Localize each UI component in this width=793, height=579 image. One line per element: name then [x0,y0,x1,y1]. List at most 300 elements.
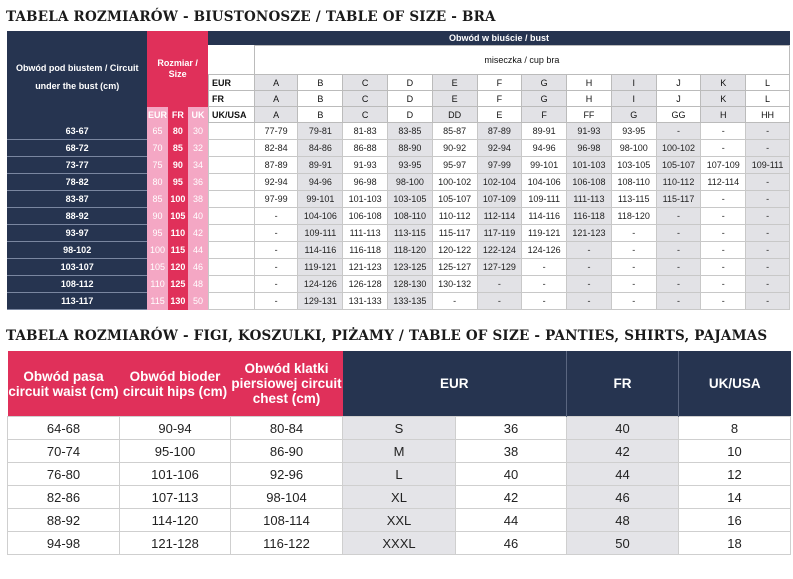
bust-range-cell: 125-127 [432,259,477,276]
bust-range-cell: 126-128 [343,276,388,293]
cup-label: J [656,75,701,91]
size-eur-value: 80 [147,174,167,191]
size-fr-value: 85 [168,140,188,157]
waist-value: 70-74 [8,440,120,463]
cup-label: H [567,91,612,107]
size-eur-value: 75 [147,157,167,174]
size-uk-value: 46 [188,259,208,276]
bust-range-cell: 121-123 [343,259,388,276]
bust-range-cell: - [701,293,746,310]
bust-range-cell: 106-108 [343,208,388,225]
bust-range-cell: 85-87 [432,123,477,140]
bust-range-cell: 104-106 [522,174,567,191]
hips-value: 114-120 [120,509,231,532]
size-header: Rozmiar / Size [147,31,208,107]
uk-value: 12 [679,463,791,486]
fr-header: FR [567,351,679,417]
uk-value: 14 [679,486,791,509]
size-eur-value: 90 [147,208,167,225]
cup-label: L [746,91,790,107]
bust-range-cell: 111-113 [567,191,612,208]
bust-range-cell: 94-96 [522,140,567,157]
panties-row [8,486,791,509]
bust-range-cell: 120-122 [432,242,477,259]
underbust-value: 108-112 [7,276,147,293]
cup-label: H [701,107,746,123]
bust-range-cell: 92-94 [254,174,298,191]
cup-label: F [477,75,522,91]
cup-label: E [432,91,477,107]
underbust-header: Obwód pod biustem / Circuit under the bust (cm) [7,31,147,123]
bust-range-cell: - [701,276,746,293]
blank-cell [208,123,254,140]
bust-range-cell: - [522,276,567,293]
bust-range-cell: - [254,225,298,242]
bust-range-cell: 129-131 [298,293,343,310]
bust-range-cell: - [611,259,656,276]
eur-letter-value: M [343,440,456,463]
bust-range-cell: - [656,123,701,140]
cup-label: C [343,107,388,123]
bust-range-cell: - [701,208,746,225]
bust-range-cell: 96-98 [567,140,612,157]
bust-range-cell: 119-121 [298,259,343,276]
size-eur-value: 115 [147,293,167,310]
chest-value: 108-114 [231,509,343,532]
bust-range-cell: 124-126 [298,276,343,293]
bust-range-cell: 109-111 [298,225,343,242]
size-eur-value: 70 [147,140,167,157]
bust-range-cell: 114-116 [522,208,567,225]
bust-range-cell: 103-105 [388,191,433,208]
bust-range-cell: 119-121 [522,225,567,242]
bust-range-cell: 110-112 [656,174,701,191]
bust-range-cell: 121-123 [567,225,612,242]
cup-label: G [611,107,656,123]
bust-range-cell: 81-83 [343,123,388,140]
bra-table-title: TABELA ROZMIARÓW - BIUSTONOSZE / TABLE OF SIZE - BRA [6,9,496,25]
eur-number-value: 36 [456,417,567,440]
blank-cell [208,140,254,157]
underbust-value: 88-92 [7,208,147,225]
bra-row [7,293,790,310]
bust-range-cell: 124-126 [522,242,567,259]
bust-range-cell: - [477,276,522,293]
bra-row [7,208,790,225]
bust-range-cell: 109-111 [746,157,790,174]
bust-range-cell: - [656,259,701,276]
bust-range-cell: - [746,140,790,157]
cup-label: C [343,75,388,91]
bust-range-cell: - [254,242,298,259]
blank-cell [208,191,254,208]
size-eur-value: 105 [147,259,167,276]
bra-row [7,242,790,259]
bust-range-cell: 107-109 [701,157,746,174]
bust-range-cell: 88-90 [388,140,433,157]
chest-value: 116-122 [231,532,343,555]
waist-header: Obwód pasa circuit waist (cm) [8,351,120,417]
bust-range-cell: 117-119 [477,225,522,242]
eur-letter-value: XXXL [343,532,456,555]
bust-range-cell: - [656,225,701,242]
size-eur-value: 85 [147,191,167,208]
size-fr-value: 100 [168,191,188,208]
bust-range-cell: 100-102 [656,140,701,157]
fr-value: 46 [567,486,679,509]
bust-range-cell: - [746,225,790,242]
size-uk-value: 34 [188,157,208,174]
bust-range-cell: - [522,293,567,310]
blank-cell [208,157,254,174]
bust-range-cell: 79-81 [298,123,343,140]
hips-value: 107-113 [120,486,231,509]
bra-row [7,174,790,191]
cup-label: A [254,75,298,91]
eur-letter-value: XXL [343,509,456,532]
bust-range-cell: - [611,276,656,293]
size-fr-value: 130 [168,293,188,310]
bust-range-cell: 105-107 [656,157,701,174]
bust-range-cell: - [701,191,746,208]
size-eur-value: 95 [147,225,167,242]
size-eur-value: 110 [147,276,167,293]
bust-range-cell: 86-88 [343,140,388,157]
bust-range-cell: 116-118 [343,242,388,259]
bust-range-cell: - [477,293,522,310]
hips-value: 95-100 [120,440,231,463]
cup-label: C [343,91,388,107]
cup-label: A [254,91,298,107]
bust-range-cell: - [254,208,298,225]
hips-value: 121-128 [120,532,231,555]
bust-range-cell: - [701,225,746,242]
bust-range-cell: 115-117 [432,225,477,242]
blank-cell [208,276,254,293]
bust-range-cell: - [701,123,746,140]
bust-range-cell: 130-132 [432,276,477,293]
panties-size-table [7,351,791,555]
size-uk-value: 42 [188,225,208,242]
size-uk-value: 38 [188,191,208,208]
bust-range-cell: 90-92 [432,140,477,157]
size-fr-value: 125 [168,276,188,293]
size-fr-value: 95 [168,174,188,191]
size-fr-value: 105 [168,208,188,225]
bust-range-cell: - [746,242,790,259]
bust-range-cell: 92-94 [477,140,522,157]
fr-value: 50 [567,532,679,555]
bust-range-cell: 82-84 [254,140,298,157]
bust-range-cell: 128-130 [388,276,433,293]
bust-range-cell: - [746,208,790,225]
cup-label: HH [746,107,790,123]
bust-range-cell: 112-114 [477,208,522,225]
bust-range-cell: - [611,225,656,242]
panties-row [8,509,791,532]
size-uk-value: 44 [188,242,208,259]
bust-range-cell: 99-101 [298,191,343,208]
fr-value: 42 [567,440,679,463]
underbust-value: 98-102 [7,242,147,259]
underbust-value: 73-77 [7,157,147,174]
cup-label: K [701,75,746,91]
cup-label: H [567,75,612,91]
bust-range-cell: - [254,293,298,310]
underbust-value: 63-67 [7,123,147,140]
bust-range-cell: - [567,276,612,293]
bra-row [7,157,790,174]
eur-header: EUR [343,351,567,417]
bust-range-cell: - [701,140,746,157]
underbust-value: 113-117 [7,293,147,310]
fr-value: 44 [567,463,679,486]
bust-range-cell: 114-116 [298,242,343,259]
cup-label: A [254,107,298,123]
cup-label: D [388,75,433,91]
bra-row [7,123,790,140]
panties-table-title: TABELA ROZMIARÓW - FIGI, KOSZULKI, PIŻAMY / TABLE OF SIZE - PANTIES, SHIRTS, PAJAMAS [6,328,768,344]
bust-range-cell: 102-104 [477,174,522,191]
bust-range-cell: - [567,242,612,259]
bra-row [7,191,790,208]
bust-range-cell: - [701,242,746,259]
size-fr-value: 80 [168,123,188,140]
bust-range-cell: - [746,174,790,191]
bust-range-cell: - [432,293,477,310]
cup-label: J [656,91,701,107]
waist-value: 64-68 [8,417,120,440]
fr-value: 48 [567,509,679,532]
bust-range-cell: - [611,293,656,310]
cup-label: G [522,91,567,107]
eur-number-value: 46 [456,532,567,555]
bust-range-cell: - [656,276,701,293]
hips-value: 101-106 [120,463,231,486]
eur-letter-value: L [343,463,456,486]
bust-range-cell: 106-108 [567,174,612,191]
bust-range-cell: 98-100 [611,140,656,157]
bust-range-cell: 108-110 [611,174,656,191]
bust-range-cell: - [746,123,790,140]
bust-range-cell: - [656,208,701,225]
size-uk-value: 30 [188,123,208,140]
bust-range-cell: 87-89 [254,157,298,174]
uk-value: 18 [679,532,791,555]
bust-range-cell: - [522,259,567,276]
panties-row [8,532,791,555]
size-fr-value: 110 [168,225,188,242]
chest-value: 92-96 [231,463,343,486]
eur-letter-value: S [343,417,456,440]
chest-value: 80-84 [231,417,343,440]
bust-range-cell: 93-95 [388,157,433,174]
uk-value: 8 [679,417,791,440]
cup-label: G [522,75,567,91]
bust-range-cell: 91-93 [343,157,388,174]
bust-range-cell: 97-99 [477,157,522,174]
panties-row [8,463,791,486]
bust-range-cell: 122-124 [477,242,522,259]
cup-label: D [388,91,433,107]
bust-range-cell: 105-107 [432,191,477,208]
cup-header: miseczka / cup bra [254,46,789,75]
chest-value: 86-90 [231,440,343,463]
underbust-value: 68-72 [7,140,147,157]
eur-number-value: 42 [456,486,567,509]
bust-range-cell: 87-89 [477,123,522,140]
bust-range-cell: 112-114 [701,174,746,191]
bust-range-cell: - [254,276,298,293]
size-uk-value: 40 [188,208,208,225]
bust-range-cell: - [567,259,612,276]
underbust-value: 78-82 [7,174,147,191]
chest-value: 98-104 [231,486,343,509]
bra-row [7,259,790,276]
bust-range-cell: 84-86 [298,140,343,157]
bust-range-cell: 101-103 [343,191,388,208]
bust-range-cell: 103-105 [611,157,656,174]
underbust-value: 83-87 [7,191,147,208]
bust-range-cell: 91-93 [567,123,612,140]
bust-range-cell: 131-133 [343,293,388,310]
bust-range-cell: 115-117 [656,191,701,208]
eur-number-value: 40 [456,463,567,486]
size-fr-value: 115 [168,242,188,259]
bust-range-cell: 108-110 [388,208,433,225]
bust-range-cell: 107-109 [477,191,522,208]
bust-range-cell: 133-135 [388,293,433,310]
size-uk-value: 32 [188,140,208,157]
bust-range-cell: 109-111 [522,191,567,208]
size-uk-value: 36 [188,174,208,191]
cup-label: K [701,91,746,107]
bust-range-cell: - [254,259,298,276]
waist-value: 88-92 [8,509,120,532]
bra-row [7,140,790,157]
spacer-cell [208,46,254,75]
bust-range-cell: 99-101 [522,157,567,174]
eur-number-value: 44 [456,509,567,532]
size-col-header-uk: UK [188,107,208,123]
blank-cell [208,259,254,276]
bust-range-cell: 100-102 [432,174,477,191]
bust-range-cell: - [746,293,790,310]
cup-label: I [611,91,656,107]
hips-value: 90-94 [120,417,231,440]
bust-range-cell: - [746,259,790,276]
bust-range-cell: 127-129 [477,259,522,276]
blank-cell [208,174,254,191]
size-fr-value: 90 [168,157,188,174]
bust-range-cell: - [701,259,746,276]
size-eur-value: 100 [147,242,167,259]
bra-row [7,276,790,293]
bust-range-cell: - [656,293,701,310]
waist-value: 82-86 [8,486,120,509]
underbust-value: 103-107 [7,259,147,276]
bust-range-cell: 104-106 [298,208,343,225]
cup-label: DD [432,107,477,123]
cup-label: B [298,107,343,123]
size-uk-value: 50 [188,293,208,310]
bust-range-cell: 116-118 [567,208,612,225]
uk-value: 16 [679,509,791,532]
cup-label: B [298,91,343,107]
bust-range-cell: 113-115 [388,225,433,242]
bust-range-cell: 77-79 [254,123,298,140]
waist-value: 94-98 [8,532,120,555]
bust-range-cell: - [611,242,656,259]
eur-number-value: 38 [456,440,567,463]
bust-range-cell: 89-91 [522,123,567,140]
bust-range-cell: 97-99 [254,191,298,208]
cup-label: E [432,75,477,91]
bust-range-cell: 111-113 [343,225,388,242]
cup-label: E [477,107,522,123]
cup-label: F [477,91,522,107]
bust-range-cell: 110-112 [432,208,477,225]
bust-range-cell: - [567,293,612,310]
bust-range-cell: 123-125 [388,259,433,276]
size-fr-value: 120 [168,259,188,276]
blank-cell [208,225,254,242]
size-col-header-fr: FR [168,107,188,123]
bra-size-table [7,31,790,310]
cup-label: I [611,75,656,91]
blank-cell [208,242,254,259]
size-eur-value: 65 [147,123,167,140]
cup-label: GG [656,107,701,123]
cup-label: L [746,75,790,91]
bust-range-cell: 83-85 [388,123,433,140]
bust-header: Obwód w biuście / bust [208,31,789,46]
bust-range-cell: 96-98 [343,174,388,191]
bust-range-cell: 93-95 [611,123,656,140]
cup-label: FF [567,107,612,123]
uk-value: 10 [679,440,791,463]
bust-range-cell: - [656,242,701,259]
waist-value: 76-80 [8,463,120,486]
size-uk-value: 48 [188,276,208,293]
bust-range-cell: 118-120 [611,208,656,225]
hips-header: Obwód bioder circuit hips (cm) [120,351,231,417]
system-label-uk-usa: UK/USA [208,107,254,123]
cup-label: D [388,107,433,123]
bust-range-cell: 95-97 [432,157,477,174]
bust-range-cell: 98-100 [388,174,433,191]
bra-row [7,225,790,242]
eur-letter-value: XL [343,486,456,509]
bust-range-cell: 89-91 [298,157,343,174]
bust-range-cell: 113-115 [611,191,656,208]
underbust-value: 93-97 [7,225,147,242]
blank-cell [208,208,254,225]
uk-header: UK/USA [679,351,791,417]
panties-row [8,417,791,440]
chest-header: Obwód klatki piersiowej circuit chest (cm) [231,351,343,417]
fr-value: 40 [567,417,679,440]
bust-range-cell: - [746,191,790,208]
panties-row [8,440,791,463]
system-label-fr: FR [208,91,254,107]
system-label-eur: EUR [208,75,254,91]
bust-range-cell: 118-120 [388,242,433,259]
size-col-header-eur: EUR [147,107,167,123]
bust-range-cell: 94-96 [298,174,343,191]
cup-label: B [298,75,343,91]
cup-label: F [522,107,567,123]
